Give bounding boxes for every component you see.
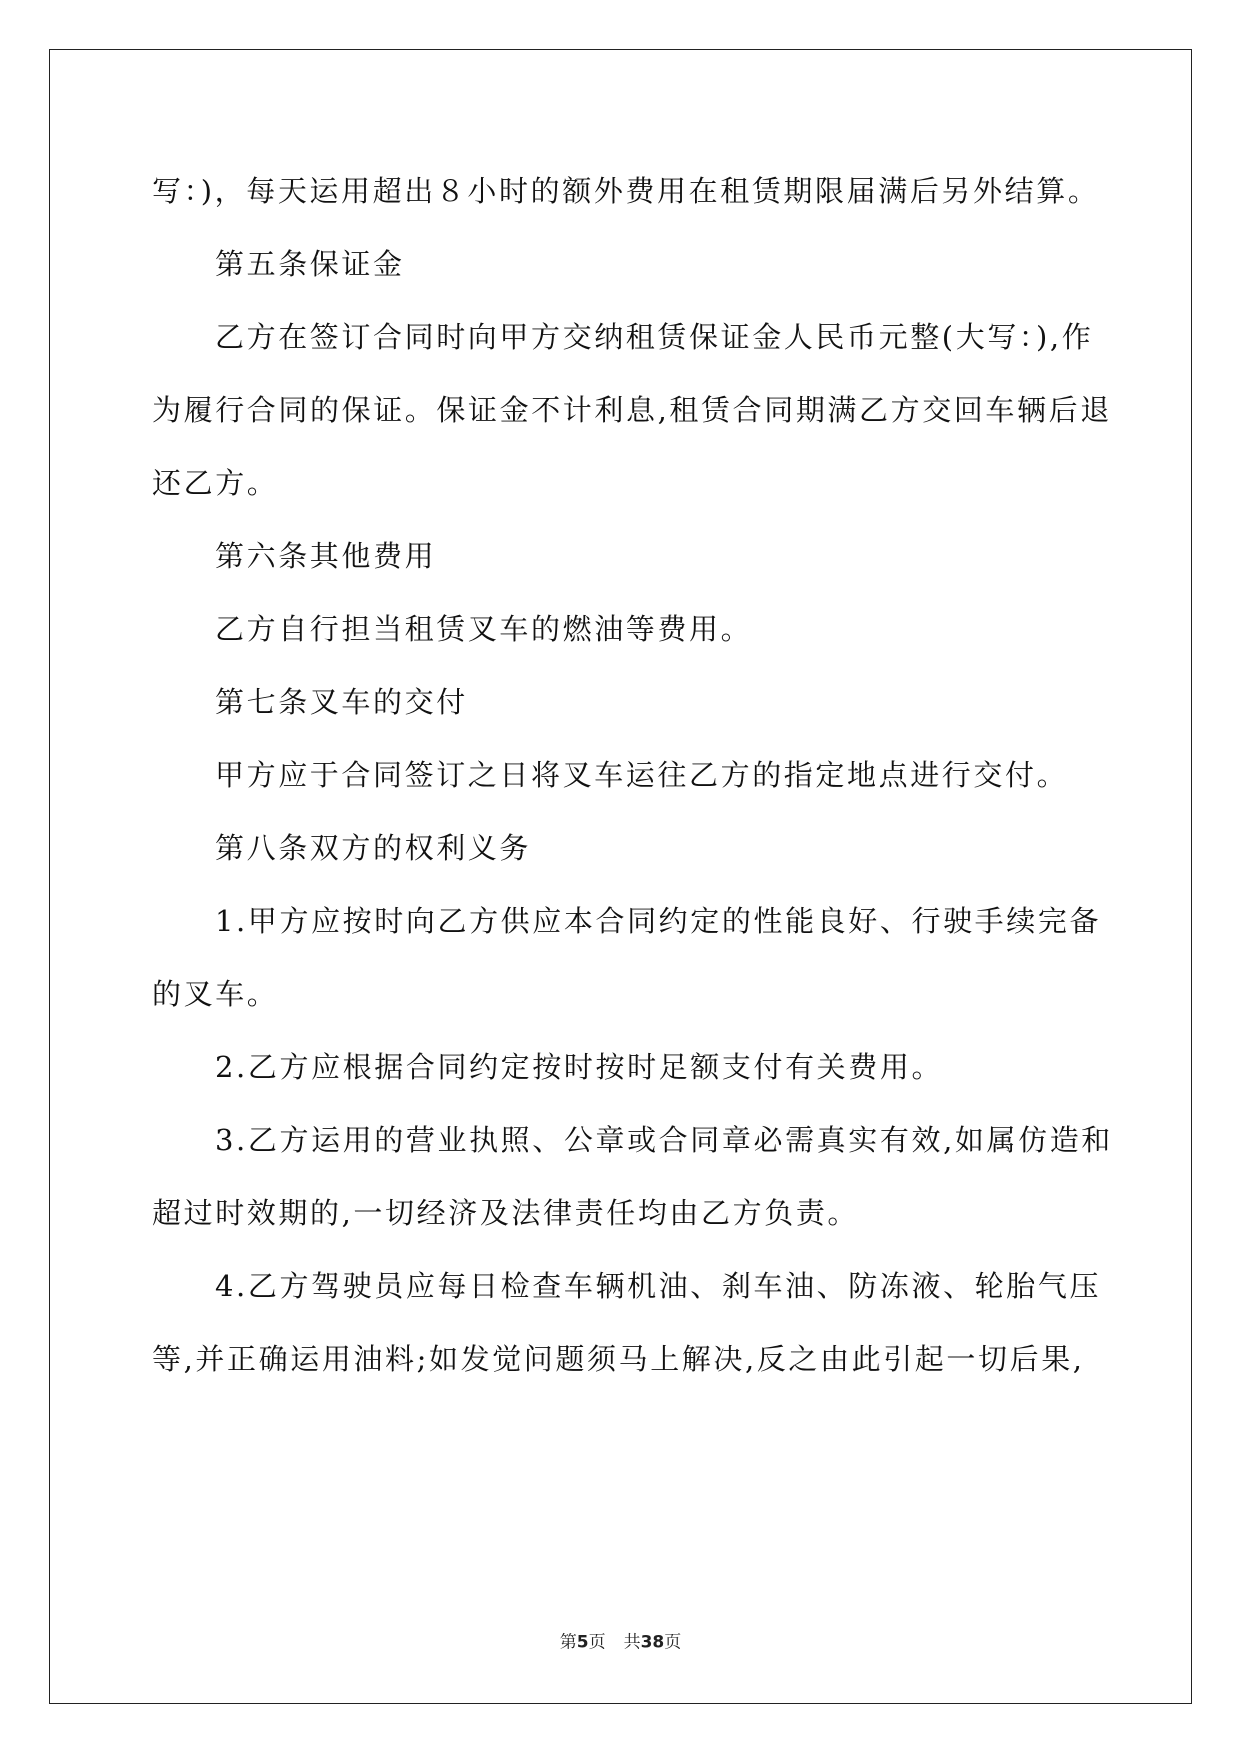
- page-prefix: 第: [559, 1632, 577, 1653]
- section-heading: 第六条其他费用: [215, 539, 437, 573]
- list-item: 1.甲方应按时向乙方供应本合同约定的性能良好、行驶手续完备: [215, 904, 1102, 938]
- total-page-number: 38: [640, 1632, 665, 1653]
- section-heading: 第七条叉车的交付: [215, 685, 468, 719]
- page-footer: [0, 1628, 1241, 1653]
- list-item: 3.乙方运用的营业执照、公章或合同章必需真实有效,如属仿造和: [215, 1123, 1113, 1157]
- page-unit: 页: [588, 1632, 606, 1653]
- body-line: 等,并正确运用油料;如发觉问题须马上解决,反之由此引起一切后果,: [152, 1342, 1085, 1376]
- section-heading: 第八条双方的权利义务: [215, 831, 532, 865]
- body-line: 乙方在签订合同时向甲方交纳租赁保证金人民币元整(大写：),作: [215, 320, 1094, 354]
- body-line: 写：)，每天运用超出８小时的额外费用在租赁期限届满后另外结算。: [152, 174, 1100, 208]
- body-line: 还乙方。: [152, 466, 279, 500]
- section-heading: 第五条保证金: [215, 247, 405, 281]
- total-prefix: 共: [623, 1632, 641, 1653]
- list-item: 2.乙方应根据合同约定按时按时足额支付有关费用。: [215, 1050, 944, 1084]
- page-border: [49, 49, 1192, 1704]
- body-line: 甲方应于合同签订之日将叉车运往乙方的指定地点进行交付。: [215, 758, 1069, 792]
- current-page-number: 5: [576, 1632, 589, 1653]
- total-unit: 页: [664, 1632, 682, 1653]
- list-item: 4.乙方驾驶员应每日检查车辆机油、刹车油、防冻液、轮胎气压: [215, 1269, 1102, 1303]
- body-line: 为履行合同的保证。保证金不计利息,租赁合同期满乙方交回车辆后退: [152, 393, 1112, 427]
- body-line: 的叉车。: [152, 977, 279, 1011]
- body-line: 乙方自行担当租赁叉车的燃油等费用。: [215, 612, 753, 646]
- body-line: 超过时效期的,一切经济及法律责任均由乙方负责。: [152, 1196, 860, 1230]
